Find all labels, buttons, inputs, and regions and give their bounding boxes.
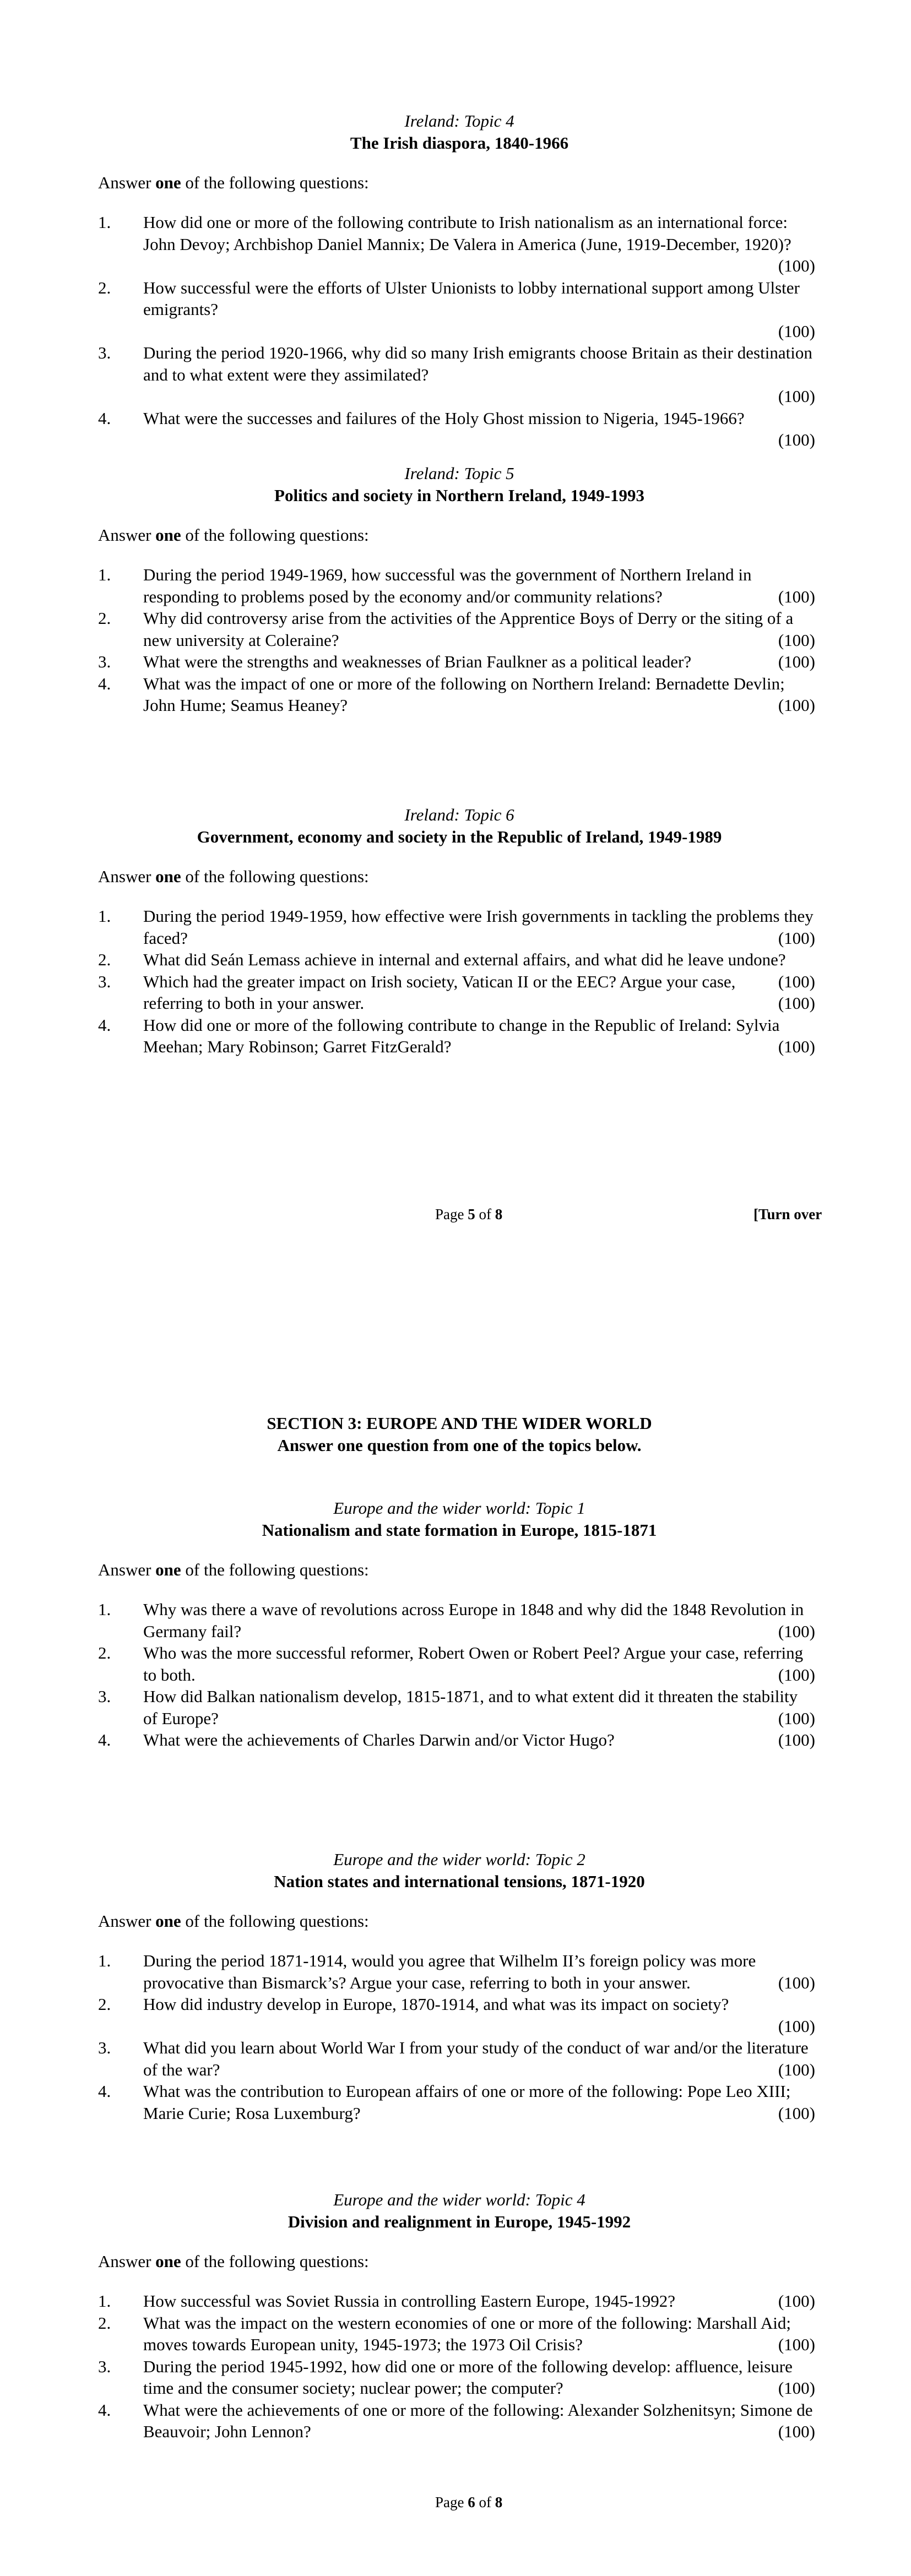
question-text: During the period 1949-1969, how successful was the government of Northern Ireland in responding to problems posed by the economy and/or community relations? <box>143 565 752 606</box>
question-marks: (100) <box>778 1621 815 1641</box>
question-list <box>98 211 821 451</box>
topic-block-ireland-6 <box>98 804 821 1058</box>
question-marks: (100) <box>778 2378 815 2398</box>
question-text: Why was there a wave of revolutions across Europe in 1848 and why did the 1848 Revolution in Germany fail? <box>143 1600 804 1641</box>
question-marks: (100) <box>778 2016 815 2036</box>
question-text: Which had the greater impact on Irish society, Vatican II or the EEC? Argue your case, referring to both in your answer. <box>143 971 736 1013</box>
question-marks: (100) <box>778 652 815 671</box>
question-text: During the period 1871-1914, would you agree that Wilhelm II’s foreign policy was more provocative than Bismarck’s? Argue your case, referring to both in your answer. <box>143 1951 756 1992</box>
question-marks: (100) <box>778 1708 815 1728</box>
question-number: 4. <box>98 673 111 693</box>
question-item <box>98 2080 821 2124</box>
question-item <box>98 1599 821 1642</box>
question-item <box>98 1014 821 1058</box>
question-number: 4. <box>98 1730 111 1749</box>
question-number: 3. <box>98 652 111 671</box>
question-marks: (100) <box>778 2291 815 2311</box>
question-number: 2. <box>98 2313 111 2333</box>
question-text: How did industry develop in Europe, 1870-1914, and what was its impact on society? <box>143 1995 729 2014</box>
question-marks: (100) <box>778 928 815 948</box>
question-text: What were the strengths and weaknesses of Brian Faulkner as a political leader? <box>143 652 692 671</box>
question-item <box>98 2037 821 2080</box>
question-number: 2. <box>98 1995 111 2014</box>
topic-block-europe-4 <box>98 2189 821 2443</box>
question-item <box>98 971 821 1014</box>
question-number: 1. <box>98 1600 111 1619</box>
instruction: Answer one of the following questions: <box>98 1560 369 1579</box>
question-marks: (100) <box>778 387 815 406</box>
section-subtitle: Answer one question from one of the topics below. <box>277 1436 642 1455</box>
instruction: Answer one of the following questions: <box>98 525 369 545</box>
question-marks: (100) <box>778 630 815 650</box>
exam-page-6 <box>0 1288 911 2576</box>
question-marks: (100) <box>778 430 815 449</box>
question-marks: (100) <box>778 1972 815 1992</box>
question-marks: (100) <box>778 971 815 991</box>
question-marks: (100) <box>778 1730 815 1749</box>
topic-kicker: Ireland: Topic 5 <box>404 464 514 483</box>
instruction: Answer one of the following questions: <box>98 867 369 886</box>
question-marks: (100) <box>778 256 815 275</box>
question-marks: (100) <box>778 695 815 715</box>
question-number: 3. <box>98 971 111 991</box>
question-text: What was the impact of one or more of the following on Northern Ireland: Bernadette Devlin; John Hume; Seamus Heaney? <box>143 673 785 715</box>
topic-block-europe-2 <box>98 1849 821 2124</box>
question-text: What were the achievements of Charles Darwin and/or Victor Hugo? <box>143 1730 615 1749</box>
question-marks: (100) <box>778 2422 815 2441</box>
question-item <box>98 2356 821 2399</box>
topic-title: Government, economy and society in the Republic of Ireland, 1949-1989 <box>197 827 722 846</box>
question-text: How did Balkan nationalism develop, 1815-1871, and to what extent did it threaten the stability of Europe? <box>143 1687 798 1728</box>
question-item <box>98 651 821 673</box>
topic-kicker: Europe and the wider world: Topic 1 <box>333 1498 585 1518</box>
question-number: 4. <box>98 2400 111 2420</box>
question-text: During the period 1945-1992, how did one or more of the following develop: affluence, leisure time and the consumer society; nuclear power; the computer? <box>143 2356 793 2398</box>
question-text: Who was the more successful reformer, Robert Owen or Robert Peel? Argue your case, referring to both. <box>143 1643 804 1684</box>
question-list <box>98 1599 821 1751</box>
question-text: How did one or more of the following contribute to change in the Republic of Ireland: Sylvia Meehan; Mary Robinson; Garret FitzGerald? <box>143 1015 780 1056</box>
question-number: 3. <box>98 1687 111 1706</box>
question-number: 3. <box>98 2356 111 2376</box>
question-marks: (100) <box>778 1037 815 1056</box>
question-number: 2. <box>98 950 111 969</box>
question-item <box>98 1686 821 1729</box>
topic-kicker: Europe and the wider world: Topic 2 <box>333 1850 585 1869</box>
question-number: 2. <box>98 1643 111 1662</box>
topic-block-ireland-4 <box>98 110 821 451</box>
question-text: How did one or more of the following contribute to Irish nationalism as an international force: John Devoy; Archbishop Daniel Mannix; De Valera in America (June, 1919-December, 1920)? <box>143 213 791 254</box>
question-marks: (100) <box>778 586 815 606</box>
question-text: How successful were the efforts of Ulster Unionists to lobby international support among Ulster emigrants? <box>143 278 800 319</box>
question-item <box>98 407 821 451</box>
question-number: 1. <box>98 2291 111 2311</box>
question-list <box>98 1950 821 2124</box>
section-title: SECTION 3: EUROPE AND THE WIDER WORLD <box>267 1414 652 1433</box>
question-text: What were the achievements of one or more of the following: Alexander Solzhenitsyn; Simone de Beauvoir; John Lennon? <box>143 2400 813 2441</box>
question-number: 2. <box>98 608 111 628</box>
question-marks: (100) <box>778 2103 815 2123</box>
question-marks: (100) <box>778 2335 815 2354</box>
topic-block-europe-1 <box>98 1497 821 1751</box>
question-number: 4. <box>98 1015 111 1035</box>
question-text: What did you learn about World War I from your study of the conduct of war and/or the literature of the war? <box>143 2038 809 2079</box>
topic-title: Politics and society in Northern Ireland, 1949-1993 <box>274 486 644 505</box>
question-list <box>98 905 821 1058</box>
question-text: What were the successes and failures of the Holy Ghost mission to Nigeria, 1945-1966? <box>143 408 745 428</box>
topic-title: Division and realignment in Europe, 1945-1992 <box>288 2212 631 2231</box>
turn-over-label: [Turn over <box>753 1206 822 1222</box>
question-item <box>98 342 821 407</box>
question-item <box>98 1950 821 1993</box>
question-item <box>98 673 821 716</box>
question-number: 3. <box>98 343 111 362</box>
question-number: 4. <box>98 2082 111 2101</box>
question-list <box>98 2290 821 2443</box>
instruction: Answer one of the following questions: <box>98 2252 369 2271</box>
question-number: 1. <box>98 565 111 584</box>
topic-title: Nation states and international tensions, 1871-1920 <box>274 1872 645 1891</box>
question-item <box>98 1642 821 1686</box>
question-number: 2. <box>98 278 111 297</box>
question-item <box>98 2290 821 2312</box>
instruction: Answer one of the following questions: <box>98 1911 369 1931</box>
instruction: Answer one of the following questions: <box>98 173 369 192</box>
question-marks: (100) <box>778 993 815 1013</box>
question-text: During the period 1920-1966, why did so many Irish emigrants choose Britain as their destination and to what extent were they assimilated? <box>143 343 812 384</box>
topic-title: The Irish diaspora, 1840-1966 <box>350 133 569 153</box>
question-item <box>98 564 821 607</box>
question-list <box>98 564 821 716</box>
question-text: What did Seán Lemass achieve in internal and external affairs, and what did he leave undone? <box>143 950 786 969</box>
question-item <box>98 277 821 343</box>
topic-kicker: Europe and the wider world: Topic 4 <box>333 2190 585 2209</box>
question-number: 1. <box>98 213 111 232</box>
question-marks: (100) <box>778 321 815 341</box>
question-number: 1. <box>98 1951 111 1970</box>
question-item <box>98 905 821 949</box>
topic-kicker: Ireland: Topic 4 <box>404 111 514 131</box>
question-item <box>98 949 821 991</box>
question-text: How successful was Soviet Russia in controlling Eastern Europe, 1945-1992? <box>143 2291 675 2311</box>
topic-kicker: Ireland: Topic 6 <box>404 805 514 824</box>
page-footer: Page 6 of 8 <box>435 2494 503 2510</box>
question-text: Why did controversy arise from the activities of the Apprentice Boys of Derry or the siting of a new university at Coleraine? <box>143 608 794 650</box>
question-item <box>98 2399 821 2443</box>
question-number: 1. <box>98 906 111 926</box>
question-marks: (100) <box>778 1665 815 1684</box>
question-item <box>98 2312 821 2356</box>
question-item <box>98 607 821 651</box>
section-heading <box>98 1412 821 1457</box>
question-number: 3. <box>98 2038 111 2057</box>
topic-block-ireland-5 <box>98 463 821 716</box>
question-text: During the period 1949-1959, how effective were Irish governments in tackling the problems they faced? <box>143 906 814 948</box>
question-text: What was the contribution to European affairs of one or more of the following: Pope Leo XIII; Marie Curie; Rosa Luxemburg? <box>143 2082 791 2123</box>
page-footer: Page 5 of 8 <box>435 1206 503 1222</box>
question-marks: (100) <box>778 2059 815 2079</box>
question-number: 4. <box>98 408 111 428</box>
question-item <box>98 1729 821 1751</box>
topic-title: Nationalism and state formation in Europe, 1815-1871 <box>262 1520 657 1540</box>
question-item <box>98 211 821 277</box>
question-item <box>98 1993 821 2037</box>
question-text: What was the impact on the western economies of one or more of the following: Marshall Aid; moves towards European unity, 1945-1973; the 1973 Oil Crisis? <box>143 2313 791 2354</box>
